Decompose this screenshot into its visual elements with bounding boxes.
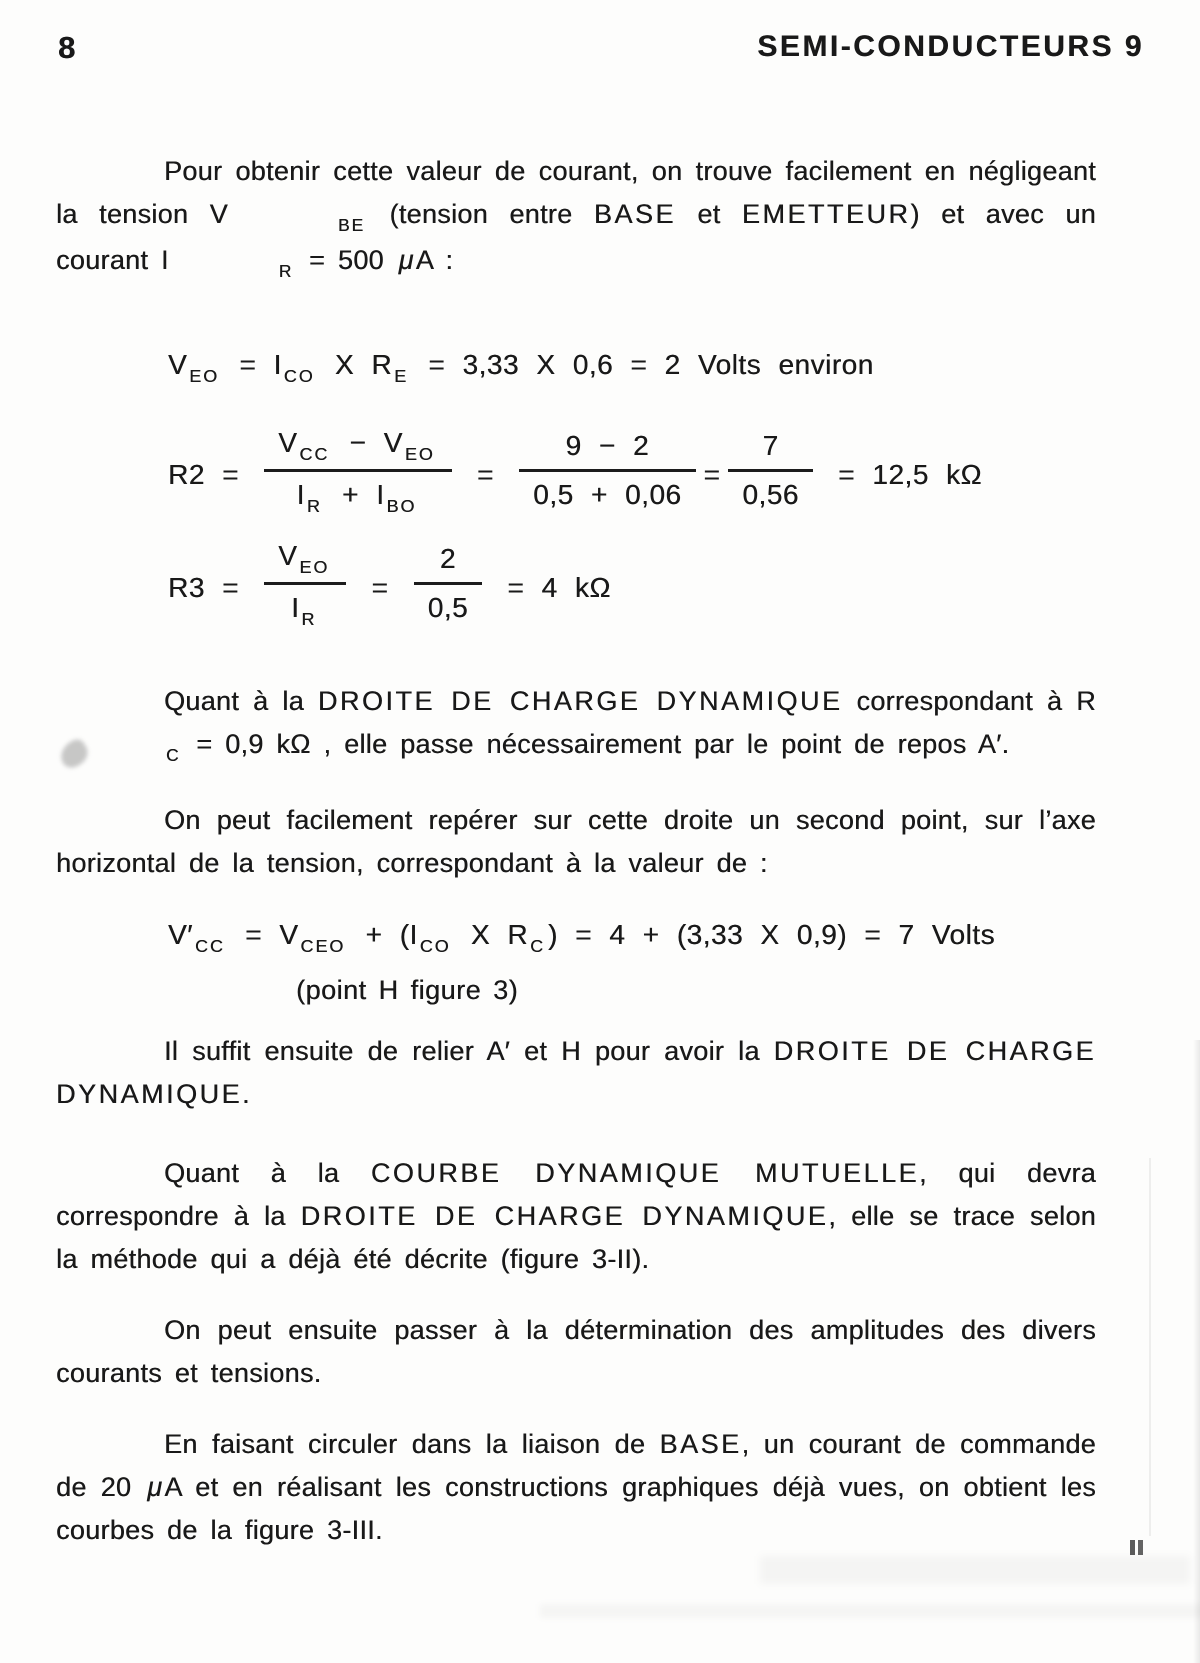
paragraph-relier-a-h: Il suffit ensuite de relier A′ et H pour avoir la DROITE DE CHARGE DYNAMIQUE. [56,1036,1096,1109]
equation-note-point-h: (point H figure 3) [296,975,519,1005]
paragraph-second-point: On peut facilement repérer sur cette droite un second point, sur l’axe horizontal de la tension, correspondant à la valeur de : [56,805,1096,878]
page-number: 8 [58,30,77,65]
equation-veo: V EO = I CO X R E = 3,33 X 0,6 = 2 Volts environ [168,349,874,387]
scan-noise-artifact [760,1556,1190,1584]
page-header-row [0,0,1200,66]
paragraph-amplitudes: On peut ensuite passer à la détermination des amplitudes des divers courants et tensions. [56,1315,1096,1388]
equation-r3: R3 = $\frac{\text{V EO}}{\text{I R}}$ = $\frac{2}{0,5}$ = 4 kΩ [168,539,1096,640]
running-title: SEMI-CONDUCTEURS 9 [757,30,1144,63]
equation-vcc-prime: V′ CC = V CEO + (I CO X R C ) = 4 + (3,33 X 0,9) = 7 Volts [168,919,995,957]
scan-noise-artifact [540,1604,1200,1618]
paragraph-droite-de-charge: Quant à la DROITE DE CHARGE DYNAMIQUE correspondant à RC = 0,9 kΩ , elle passe nécessairement par le point de repos A′. [164,686,1097,765]
paragraph-intro: Pour obtenir cette valeur de courant, on trouve facilement en négligeant la tension V BE (tension entre BASE et EMETTEUR) et avec un courant I R = 500 μA : [56,156,1096,281]
equation-r2: R2 = $\frac{\text{V CC − V EO}}{\text{I R + I BO}}$ = $\frac{9 - 2}{0,5 + 0,06}$ = $\frac{7}{0,56}$ = 12,5 kΩ [168,426,1096,527]
scan-vertical-line-artifact [1149,1158,1151,1536]
paragraph-courbe-mutuelle: Quant à la COURBE DYNAMIQUE MUTUELLE, qui devra correspondre à la DROITE DE CHARGE DYNAMIQUE, elle se trace selon la méthode qui a déjà été décrite (figure 3-II). [56,1158,1096,1274]
scan-edge-shadow-artifact [1193,1040,1200,1663]
page-body [56,150,1096,1552]
paragraph-courant-base: En faisant circuler dans la liaison de BASE, un courant de commande de 20 μA et en réalisant les constructions graphiques déjà vues, on obtient les courbes de la figure 3-III. [56,1429,1097,1545]
scan-mark-artifact [1130,1540,1135,1555]
